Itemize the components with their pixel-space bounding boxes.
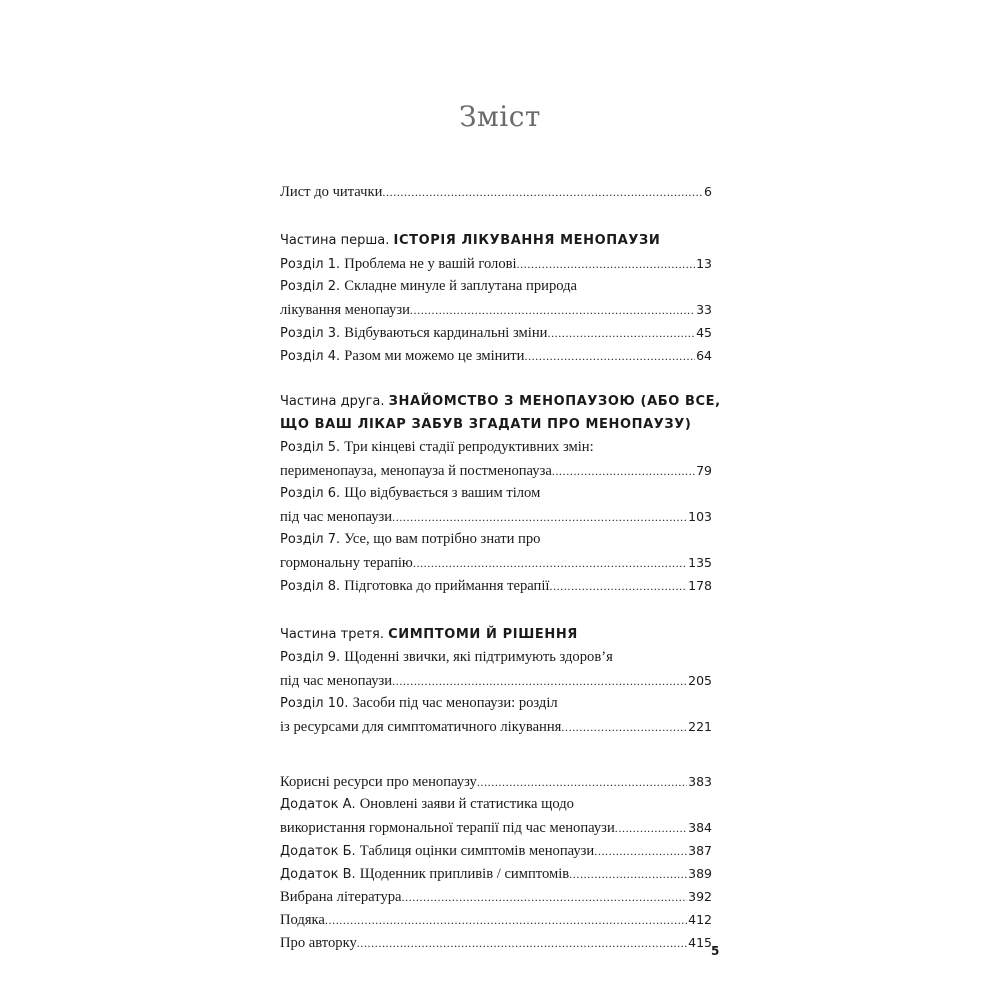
spacer — [280, 203, 712, 229]
toc-entry-chapter-10[interactable] — [280, 692, 712, 715]
appendix-number: Додаток В. — [280, 867, 360, 882]
chapter-title-line-1: Усе, що вам потрібно знати про — [344, 531, 541, 547]
toc-page-number: 383 — [688, 774, 712, 789]
chapter-number: Розділ 3. — [280, 326, 345, 341]
chapter-title-line-1: Три кінцеві стадії репродуктивних змін: — [344, 439, 594, 455]
part-title-line-1: ЗНАЙОМСТВО З МЕНОПАУЗОЮ (АБО ВСЕ, — [388, 394, 721, 409]
chapter-title-line-1: Засоби під час менопаузи: розділ — [352, 695, 558, 711]
dot-leader — [402, 886, 688, 909]
chapter-title: Підготовка до приймання терапії — [344, 578, 550, 594]
toc-entry-label — [280, 863, 569, 886]
spacer — [280, 367, 712, 390]
toc-entry-label: Лист до читачки — [280, 184, 383, 200]
dot-leader — [392, 670, 687, 693]
chapter-number: Розділ 6. — [280, 486, 345, 501]
toc-page-number: 135 — [688, 555, 712, 570]
toc-entry-chapter-6-cont[interactable] — [280, 505, 712, 528]
dot-leader — [382, 181, 703, 204]
appendix-title-line-1: Оновлені заяви й статистика щодо — [359, 796, 574, 812]
dot-leader — [552, 460, 695, 483]
dot-leader — [410, 299, 695, 322]
part-title: ІСТОРІЯ ЛІКУВАННЯ МЕНОПАУЗИ — [393, 233, 661, 248]
chapter-title-line-1: Що відбувається з вашим тілом — [344, 485, 541, 501]
dot-leader — [549, 575, 687, 598]
toc-entry-label — [280, 575, 549, 598]
toc-entry-chapter-7[interactable] — [280, 528, 712, 551]
toc-entry-chapter-3[interactable] — [280, 321, 712, 344]
chapter-title: Проблема не у вашій голові — [344, 256, 517, 272]
toc-entry-chapter-10-cont[interactable] — [280, 715, 712, 738]
chapter-title-line-2: під час менопаузи — [280, 673, 393, 689]
part-title-line-2: ЩО ВАШ ЛІКАР ЗАБУВ ЗГАДАТИ ПРО МЕНОПАУЗУ) — [280, 417, 692, 432]
toc-entry-label — [280, 840, 594, 863]
toc-entry-resources[interactable] — [280, 770, 712, 793]
dot-leader — [477, 771, 687, 794]
toc-entry-appendix-b[interactable] — [280, 839, 712, 862]
chapter-title-line-2: лікування менопаузи — [280, 302, 410, 318]
page-number: 5 — [711, 944, 720, 958]
chapter-number: Розділ 8. — [280, 579, 345, 594]
page-title: Зміст — [459, 100, 541, 133]
toc-page-number: 387 — [688, 843, 712, 858]
table-of-contents — [280, 180, 721, 954]
spacer — [280, 597, 712, 623]
toc-page-number: 64 — [696, 348, 712, 363]
appendix-title: Щоденник припливів / симптомів — [359, 866, 570, 882]
toc-page-number: 412 — [688, 912, 712, 927]
dot-leader — [594, 840, 687, 863]
toc-entry-about-author[interactable] — [280, 931, 712, 954]
toc-entry-label: Корисні ресурси про менопаузу — [280, 774, 477, 790]
part-heading-2 — [280, 390, 721, 413]
dot-leader — [561, 716, 687, 739]
dot-leader — [325, 909, 687, 932]
toc-entry-chapter-6[interactable] — [280, 482, 712, 505]
dot-leader — [357, 932, 687, 955]
toc-page-number: 103 — [688, 509, 712, 524]
toc-entry-label — [280, 253, 517, 276]
chapter-title-line-1: Щоденні звички, які підтримують здоров’я — [344, 649, 613, 665]
toc-entry-label: Про авторку — [280, 935, 357, 951]
toc-entry-appendix-a-cont[interactable] — [280, 816, 712, 839]
toc-entry-chapter-9[interactable] — [280, 646, 712, 669]
toc-entry-label: Вибрана література — [280, 889, 402, 905]
part-heading-1 — [280, 229, 712, 252]
toc-page-number: 389 — [688, 866, 712, 881]
dot-leader — [413, 552, 687, 575]
dot-leader — [392, 506, 687, 529]
toc-entry-label — [280, 345, 524, 368]
part-prefix: Частина перша. — [280, 233, 394, 248]
toc-entry-label — [280, 322, 547, 345]
toc-entry-appendix-c[interactable] — [280, 862, 712, 885]
toc-entry-chapter-9-cont[interactable] — [280, 669, 712, 692]
part-prefix: Частина друга. — [280, 394, 389, 409]
dot-leader — [524, 345, 695, 368]
chapter-number: Розділ 7. — [280, 532, 345, 547]
toc-entry-chapter-8[interactable] — [280, 574, 712, 597]
toc-entry-chapter-2[interactable] — [280, 275, 712, 298]
chapter-title: Відбуваються кардинальні зміни — [344, 325, 548, 341]
dot-leader — [615, 817, 687, 840]
dot-leader — [569, 863, 687, 886]
appendix-title-line-2: використання гормональної терапії під час менопаузи — [280, 820, 615, 836]
toc-page-number: 221 — [688, 719, 712, 734]
toc-entry-literature[interactable] — [280, 885, 712, 908]
toc-entry-appendix-a[interactable] — [280, 793, 712, 816]
dot-leader — [547, 322, 695, 345]
toc-page-number: 45 — [696, 325, 712, 340]
toc-entry-thanks[interactable] — [280, 908, 712, 931]
toc-page-number: 79 — [696, 463, 712, 478]
appendix-title: Таблиця оцінки симптомів менопаузи — [359, 843, 595, 859]
toc-page-number: 13 — [696, 256, 712, 271]
spacer — [280, 761, 712, 770]
toc-entry-chapter-5[interactable] — [280, 436, 712, 459]
chapter-title-line-2: із ресурсами для симптоматичного лікування — [280, 719, 562, 735]
toc-entry-chapter-2-cont[interactable] — [280, 298, 712, 321]
toc-page-number: 33 — [696, 302, 712, 317]
toc-entry-chapter-1[interactable] — [280, 252, 712, 275]
chapter-number: Розділ 9. — [280, 650, 345, 665]
part-title: СИМПТОМИ Й РІШЕННЯ — [388, 627, 578, 642]
chapter-title: Разом ми можемо це змінити — [344, 348, 525, 364]
chapter-title-line-2: перименопауза, менопауза й постменопауза — [280, 463, 552, 479]
toc-page-number: 6 — [704, 184, 712, 199]
chapter-number: Розділ 10. — [280, 696, 353, 711]
appendix-number: Додаток А. — [280, 797, 360, 812]
toc-page-number: 392 — [688, 889, 712, 904]
toc-entry-letter[interactable] — [280, 180, 712, 203]
toc-entry-chapter-7-cont[interactable] — [280, 551, 712, 574]
chapter-number: Розділ 4. — [280, 349, 345, 364]
toc-entry-chapter-4[interactable] — [280, 344, 712, 367]
toc-page-number: 178 — [688, 578, 712, 593]
appendix-number: Додаток Б. — [280, 844, 360, 859]
toc-page-number: 415 — [688, 935, 712, 950]
chapter-title-line-2: під час менопаузи — [280, 509, 393, 525]
toc-page-number: 384 — [688, 820, 712, 835]
toc-page-number: 205 — [688, 673, 712, 688]
chapter-number: Розділ 2. — [280, 279, 345, 294]
part-prefix: Частина третя. — [280, 627, 389, 642]
chapter-title-line-2: гормональну терапію — [280, 555, 413, 571]
part-heading-3 — [280, 623, 712, 646]
chapter-title-line-1: Складне минуле й заплутана природа — [344, 278, 578, 294]
dot-leader — [517, 253, 696, 276]
toc-entry-chapter-5-cont[interactable] — [280, 459, 712, 482]
toc-entry-label: Подяка — [280, 912, 325, 928]
spacer — [280, 738, 712, 761]
chapter-number: Розділ 1. — [280, 257, 345, 272]
chapter-number: Розділ 5. — [280, 440, 345, 455]
